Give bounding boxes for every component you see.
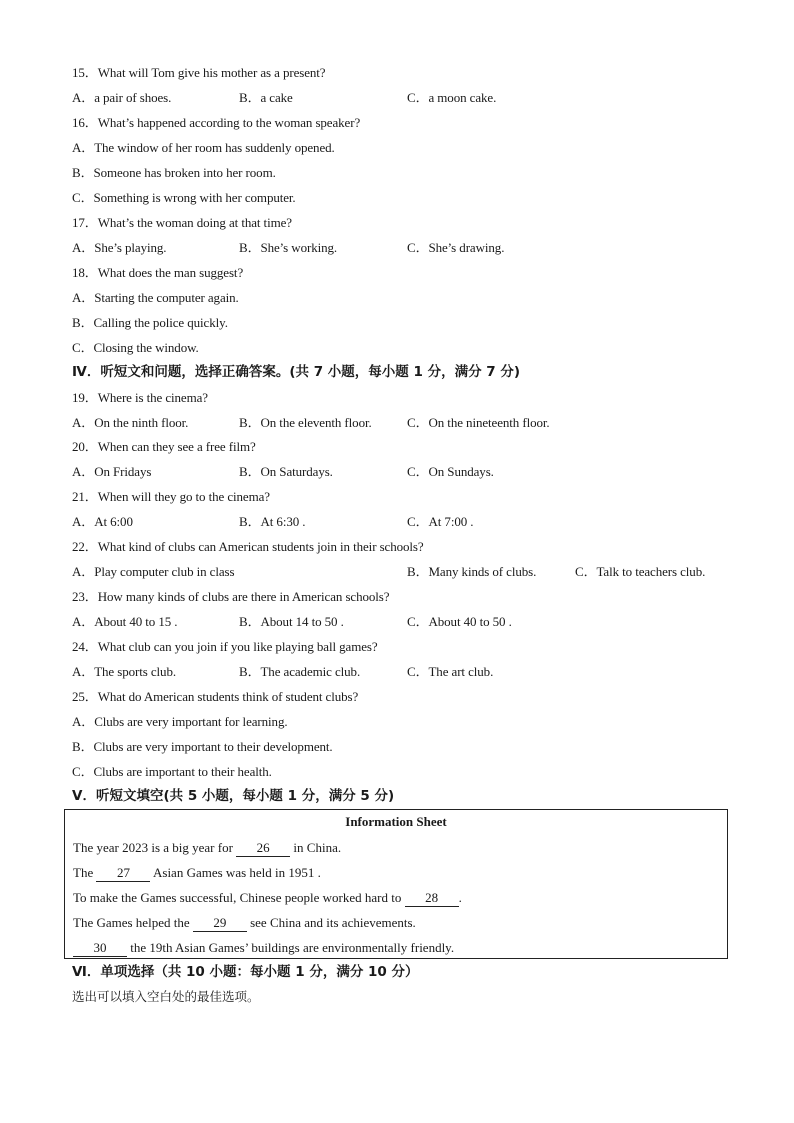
question-17: 17．What’s the woman doing at that time? — [72, 215, 292, 230]
question-25: 25．What do American students think of student clubs? — [72, 689, 359, 704]
option-b: B．Many kinds of clubs. — [407, 564, 537, 579]
option-b: B．She’s working. — [239, 240, 338, 255]
sheet-text-after: the 19th Asian Games’ buildings are environmentally friendly. — [127, 940, 455, 955]
sheet-row-30 — [73, 938, 454, 958]
sheet-text-after: . — [458, 890, 462, 905]
section-6-heading: Ⅵ．单项选择（共 10 小题：每小题 1 分，满分 10 分） — [72, 964, 419, 980]
options-row-15 — [72, 88, 712, 108]
option-b: B．Clubs are very important to their development. — [72, 739, 333, 754]
answer-blank-30[interactable]: 30 — [73, 940, 127, 957]
option-c: C．About 40 to 50 . — [407, 614, 512, 629]
option-c: C．Something is wrong with her computer. — [72, 190, 296, 205]
option-b: B．About 14 to 50 . — [239, 614, 344, 629]
option-c: C．Talk to teachers club. — [575, 564, 706, 579]
information-sheet-title: Information Sheet — [345, 814, 447, 829]
information-sheet — [64, 809, 728, 959]
question-23: 23．How many kinds of clubs are there in American schools? — [72, 589, 390, 604]
sheet-text-after: Asian Games was held in 1951 . — [150, 865, 321, 880]
option-a: A．She’s playing. — [72, 240, 167, 255]
option-a: A．On Fridays — [72, 464, 152, 479]
question-19: 19．Where is the cinema? — [72, 390, 208, 405]
answer-blank-27[interactable]: 27 — [96, 865, 150, 882]
option-b: B．The academic club. — [239, 664, 361, 679]
option-a: A．Clubs are very important for learning. — [72, 714, 288, 729]
question-15: 15．What will Tom give his mother as a present? — [72, 65, 326, 80]
option-c: C．On Sundays. — [407, 464, 494, 479]
sheet-text-before: To make the Games successful, Chinese people worked hard to — [73, 890, 405, 905]
question-16: 16．What’s happened according to the woman speaker? — [72, 115, 361, 130]
options-row-23 — [72, 612, 712, 632]
option-c: C．Closing the window. — [72, 340, 199, 355]
options-row-20 — [72, 462, 712, 482]
sheet-text-before: The Games helped the — [73, 915, 193, 930]
option-a: A．About 40 to 15 . — [72, 614, 178, 629]
sheet-row-27 — [73, 863, 321, 883]
question-21: 21．When will they go to the cinema? — [72, 489, 270, 504]
option-a: A．The sports club. — [72, 664, 176, 679]
option-a: A．At 6:00 — [72, 514, 133, 529]
option-a: A．The window of her room has suddenly opened. — [72, 140, 335, 155]
options-row-17 — [72, 238, 712, 258]
options-row-19 — [72, 413, 712, 433]
option-c: C．At 7:00 . — [407, 514, 474, 529]
sheet-text-after: see China and its achievements. — [246, 915, 416, 930]
sheet-row-29 — [73, 913, 416, 933]
option-c: C．On the nineteenth floor. — [407, 415, 550, 430]
option-c: C．Clubs are important to their health. — [72, 764, 272, 779]
sheet-row-28 — [73, 888, 462, 908]
option-b: B．Calling the police quickly. — [72, 315, 228, 330]
answer-blank-28[interactable]: 28 — [405, 890, 459, 907]
section-5-heading: Ⅴ．听短文填空(共 5 小题，每小题 1 分，满分 5 分) — [72, 788, 395, 804]
option-b: B．a cake — [239, 90, 293, 105]
option-a: A．Starting the computer again. — [72, 290, 239, 305]
question-24: 24．What club can you join if you like playing ball games? — [72, 639, 378, 654]
sheet-text-before: The — [73, 865, 97, 880]
sheet-row-26 — [73, 838, 341, 858]
sheet-text-after: in China. — [290, 840, 342, 855]
option-a: A．Play computer club in class — [72, 564, 235, 579]
option-b: B．On Saturdays. — [239, 464, 333, 479]
option-b: B．On the eleventh floor. — [239, 415, 372, 430]
question-22: 22．What kind of clubs can American students join in their schools? — [72, 539, 424, 554]
options-row-21 — [72, 512, 712, 532]
option-a: A．a pair of shoes. — [72, 90, 172, 105]
option-c: C．a moon cake. — [407, 90, 497, 105]
option-a: A．On the ninth floor. — [72, 415, 189, 430]
answer-blank-26[interactable]: 26 — [236, 840, 290, 857]
sheet-text-before: The year 2023 is a big year for — [73, 840, 237, 855]
option-b: B．At 6:30 . — [239, 514, 306, 529]
option-b: B．Someone has broken into her room. — [72, 165, 276, 180]
question-20: 20．When can they see a free film? — [72, 439, 256, 454]
options-row-22 — [72, 562, 722, 582]
option-c: C．She’s drawing. — [407, 240, 505, 255]
answer-blank-29[interactable]: 29 — [193, 915, 247, 932]
section-4-heading: Ⅳ．听短文和问题，选择正确答案。(共 7 小题，每小题 1 分，满分 7 分) — [72, 364, 521, 380]
options-row-24 — [72, 662, 712, 682]
question-18: 18．What does the man suggest? — [72, 265, 244, 280]
option-c: C．The art club. — [407, 664, 494, 679]
section-6-instruction: 选出可以填入空白处的最佳选项。 — [72, 989, 260, 1004]
